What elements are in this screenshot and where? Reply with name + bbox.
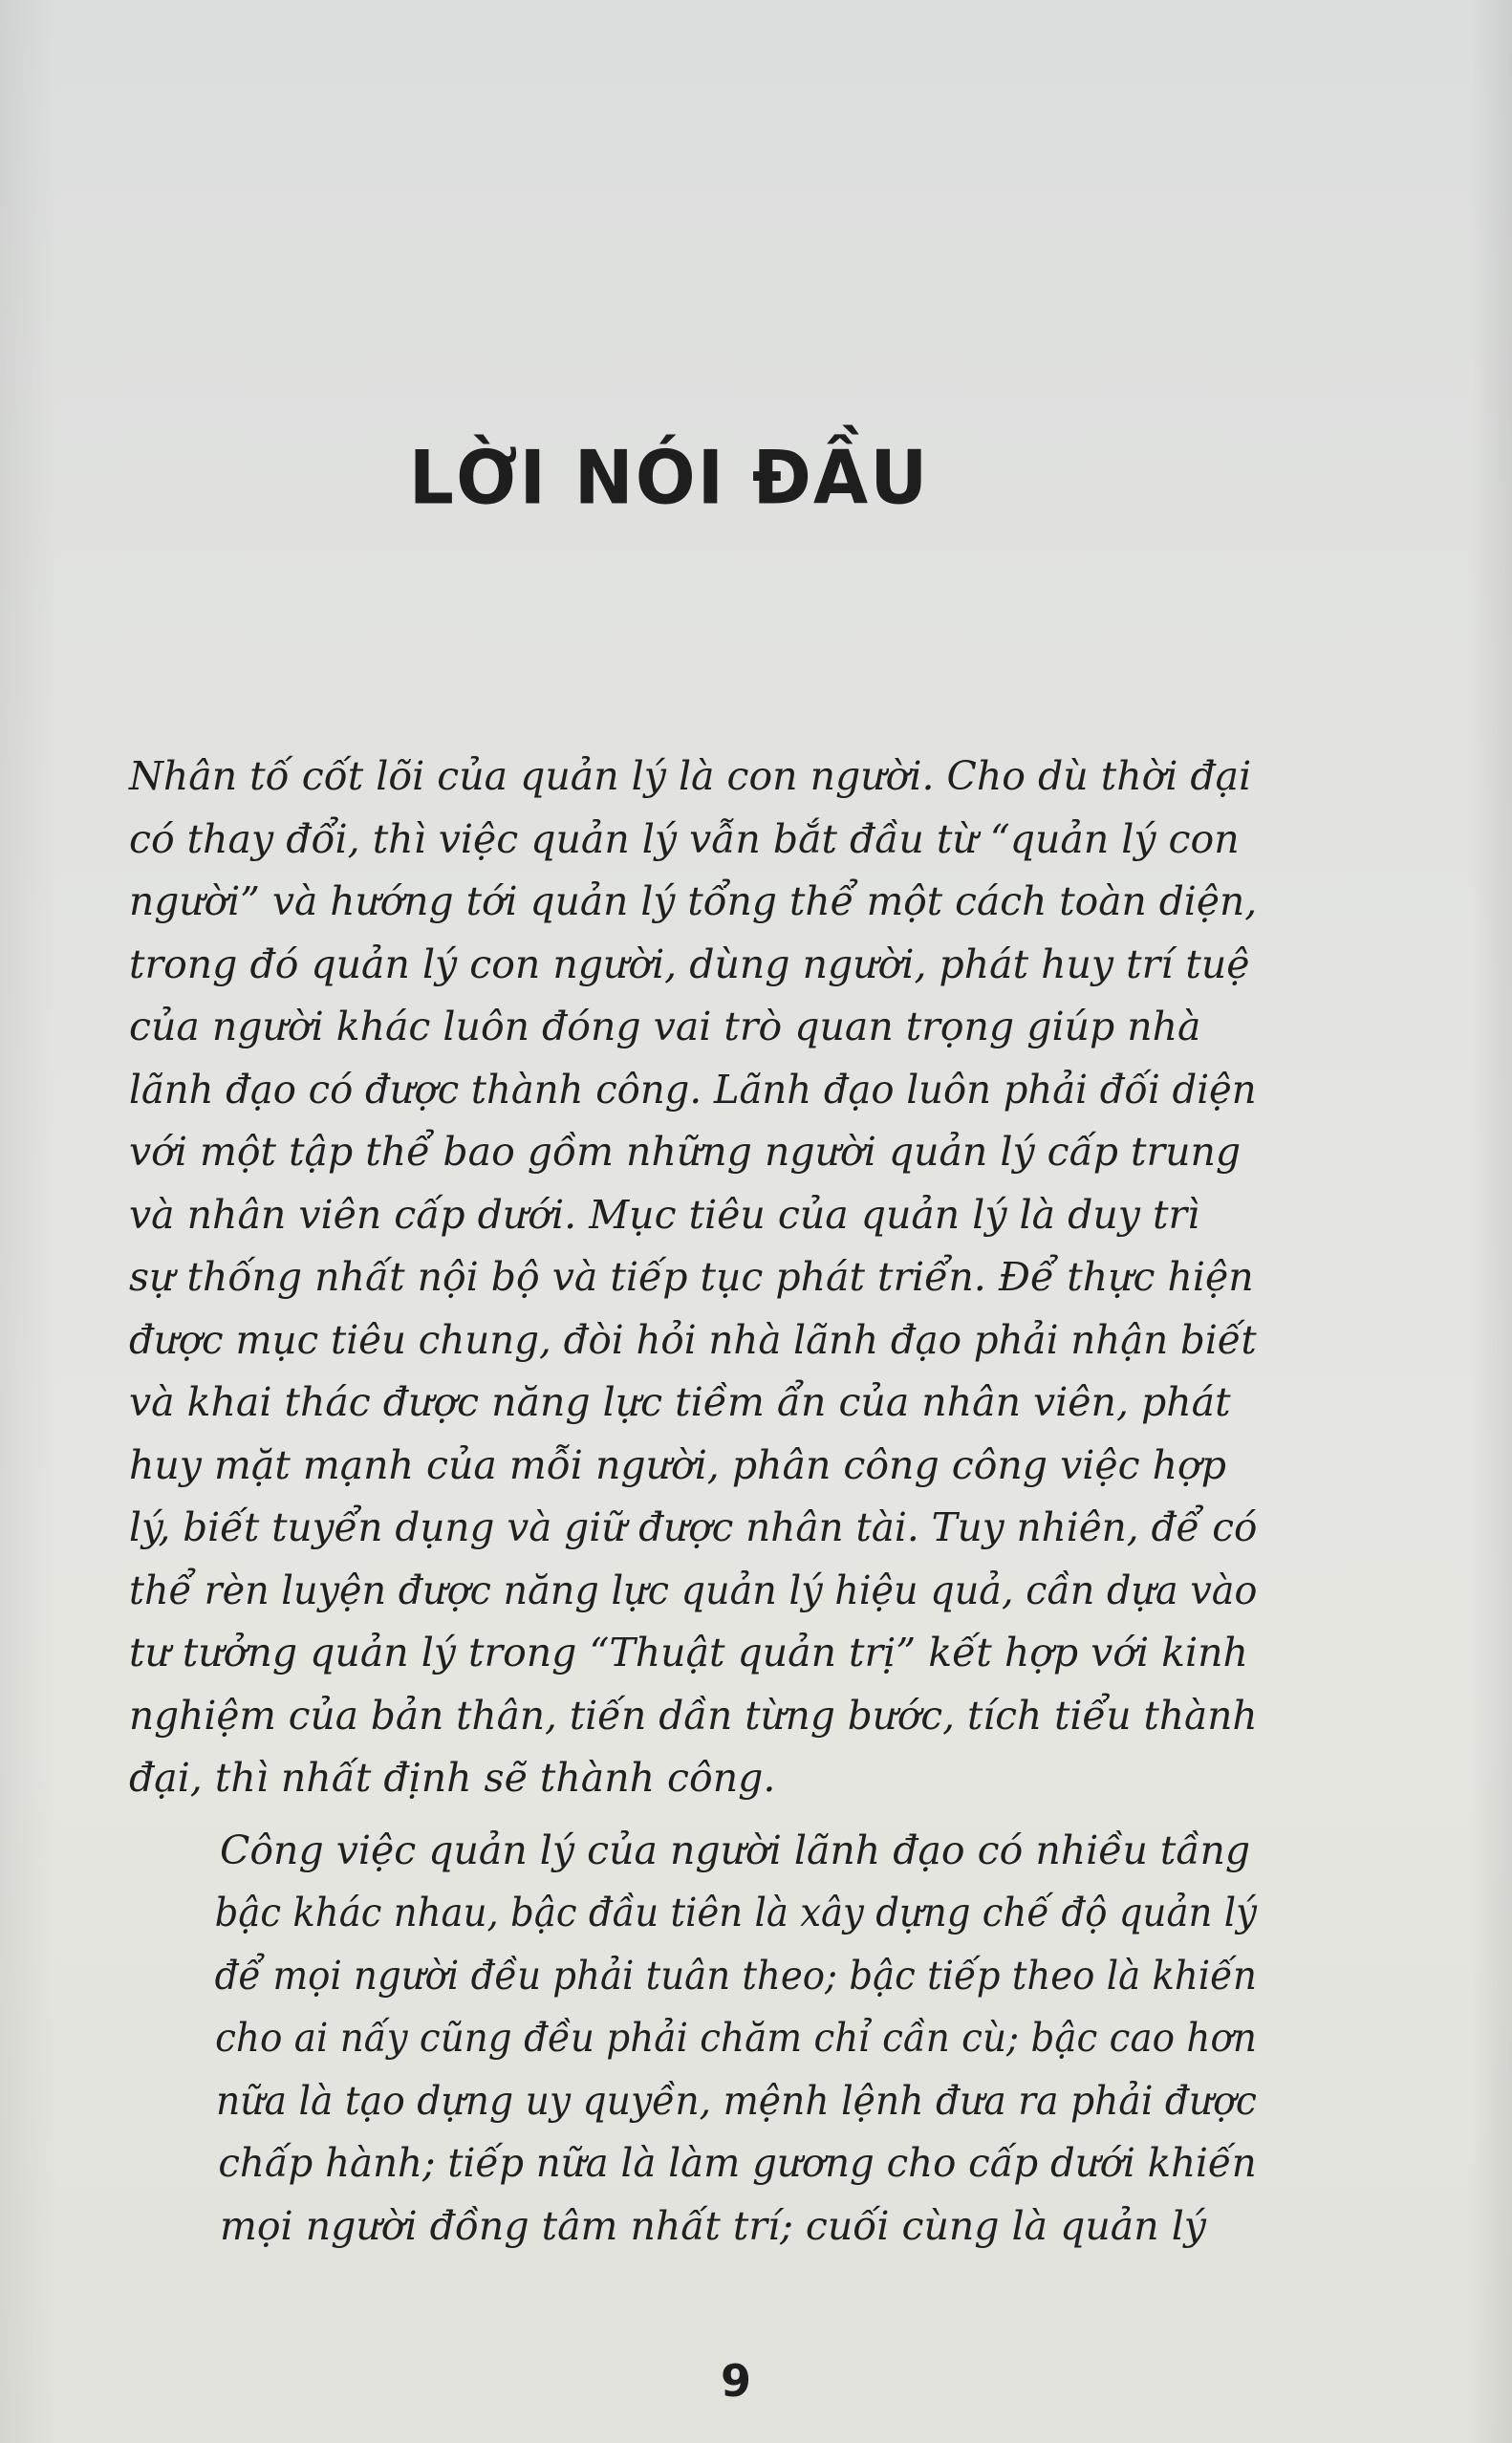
text-line: tư tưởng quản lý trong “Thuật quản trị” kết hợp với kinh (129, 1630, 1248, 1676)
text-line: được mục tiêu chung, đòi hỏi nhà lãnh đạo phải nhận biết (129, 1316, 1257, 1363)
show-through-text (162, 129, 175, 193)
text-line: và khai thác được năng lực tiềm ẩn của nhân viên, phát (129, 1379, 1231, 1425)
text-line: của người khác luôn đóng vai trò quan trọng giúp nhà (129, 1004, 1201, 1049)
text-line: nghiệm của bản thân, tiến dần từng bước, tích tiểu thành (129, 1692, 1258, 1739)
chapter-title: LỜI NÓI ĐẦU (408, 435, 930, 522)
text-line: cho ai nấy cũng đều phải chăm chỉ cần cù; bậc cao hơn (215, 2015, 1257, 2061)
page-number: 9 (720, 2355, 751, 2407)
text-line: huy mặt mạnh của mỗi người, phân công công việc hợp (129, 1441, 1226, 1488)
body-text (129, 746, 1257, 2258)
text-line: trong đó quản lý con người, dùng người, phát huy trí tuệ (129, 940, 1250, 987)
text-line: để mọi người đều phải tuân theo; bậc tiếp theo là khiến (214, 1952, 1257, 1999)
text-line: có thay đổi, thì việc quản lý vẫn bắt đầu từ “quản lý con (129, 815, 1240, 862)
text-line: nữa là tạo dựng uy quyền, mệnh lệnh đưa ra phải được (215, 2077, 1257, 2124)
text-line: lý, biết tuyển dụng và giữ được nhân tài. Tuy nhiên, để có (129, 1504, 1258, 1550)
text-line: Công việc quản lý của người lãnh đạo có nhiều tầng (220, 1827, 1251, 1873)
text-line: Nhân tố cốt lõi của quản lý là con người. Cho dù thời đại (129, 753, 1252, 799)
text-line: thể rèn luyện được năng lực quản lý hiệu quả, cần dựa vào (129, 1567, 1258, 1613)
text-line: và nhân viên cấp dưới. Mục tiêu của quản lý là duy trì (129, 1191, 1200, 1238)
paragraph-1 (129, 746, 1257, 1810)
text-line: chấp hành; tiếp nữa là làm gương cho cấp dưới khiến (218, 2140, 1257, 2186)
text-line: lãnh đạo có được thành công. Lãnh đạo luôn phải đối diện (129, 1066, 1257, 1113)
text-line: sự thống nhất nội bộ và tiếp tục phát triển. Để thực hiện (129, 1254, 1254, 1300)
text-line: đại, thì nhất định sẽ thành công. (129, 1755, 776, 1801)
text-line: mọi người đồng tâm nhất trí; cuối cùng là quản lý (220, 2202, 1206, 2249)
paragraph-2 (129, 1820, 1257, 2259)
text-line: với một tập thể bao gồm những người quản lý cấp trung (129, 1129, 1242, 1175)
text-line: bậc khác nhau, bậc đầu tiên là xây dựng chế độ quản lý (214, 1890, 1257, 1935)
text-line: người” và hướng tới quản lý tổng thể một cách toàn diện, (129, 878, 1258, 924)
